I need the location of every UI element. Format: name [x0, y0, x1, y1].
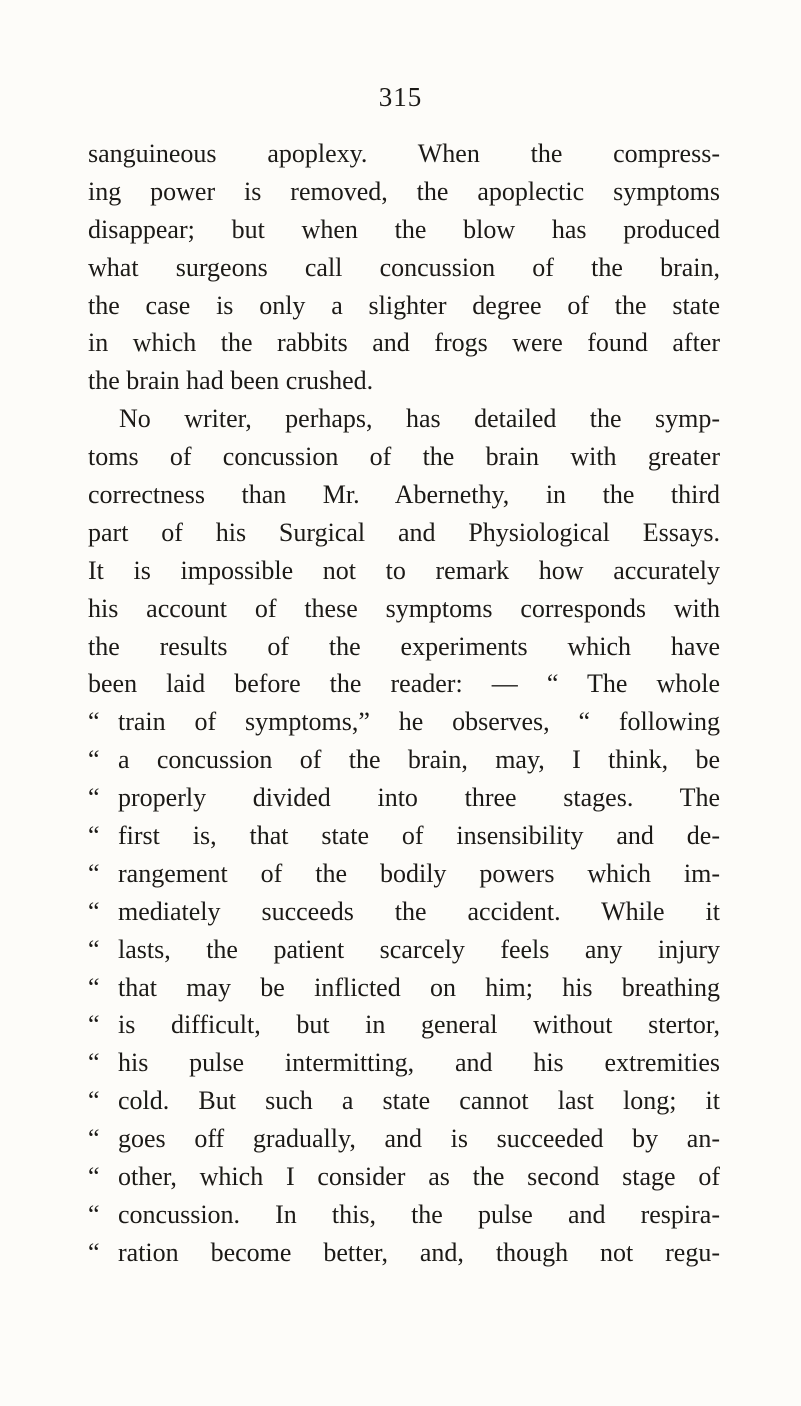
quote-mark: “ [88, 934, 100, 964]
quoted-line: “ rangement of the bodily powers which im- [88, 855, 720, 893]
text-line: ing power is removed, the apoplectic symptoms [88, 176, 720, 206]
text-line: in which the rabbits and frogs were found after [88, 328, 720, 358]
quote-mark: “ [88, 783, 100, 813]
page-number: 315 [378, 82, 423, 112]
quote-mark: “ [88, 1237, 100, 1267]
quoted-line: “ lasts, the patient scarcely feels any injury [88, 931, 720, 969]
quote-mark: “ [88, 1199, 100, 1229]
quote-mark: “ [88, 1048, 100, 1078]
text-line: the case is only a slighter degree of the state [88, 290, 720, 320]
quoted-line: “ a concussion of the brain, may, I think, be [88, 741, 720, 779]
quoted-line: “ is difficult, but in general without stertor, [88, 1006, 720, 1044]
quote-mark: “ [88, 896, 100, 926]
text-line: sanguineous apoplexy. When the compress- [88, 139, 720, 168]
quote-mark: “ [88, 1162, 100, 1192]
text-line: the brain had been crushed. [88, 366, 374, 396]
text-line: what surgeons call concussion of the brain, [88, 252, 720, 282]
quoted-line: “ concussion. In this, the pulse and respira- [88, 1196, 720, 1234]
quote-mark: “ [88, 821, 100, 851]
text-line: part of his Surgical and Physiological Essays. [88, 517, 720, 547]
quote-mark: “ [88, 1124, 100, 1154]
quoted-line: “ first is, that state of insensibility and de- [88, 817, 720, 855]
text-line: been laid before the reader: — “ The whole [88, 669, 720, 699]
quoted-line: “ mediately succeeds the accident. While it [88, 893, 720, 931]
text-line: correctness than Mr. Abernethy, in the third [88, 480, 720, 510]
text-line: It is impossible not to remark how accurately [88, 555, 720, 585]
quoted-line: “ his pulse intermitting, and his extremities [88, 1044, 720, 1082]
quote-mark: “ [88, 1086, 100, 1116]
quoted-line: “ ration become better, and, though not regu- [88, 1234, 720, 1272]
quoted-line: “ goes off gradually, and is succeeded by an- [88, 1120, 720, 1158]
body-text [88, 135, 720, 1272]
text-line: the results of the experiments which have [88, 631, 720, 661]
quoted-line: “ cold. But such a state cannot last long; it [88, 1082, 720, 1120]
quoted-line: “ that may be inflicted on him; his breathing [88, 969, 720, 1007]
text-line: his account of these symptoms corresponds with [88, 593, 720, 623]
quote-mark: “ [88, 745, 100, 775]
quoted-line: “ properly divided into three stages. The [88, 779, 720, 817]
quoted-line: “ train of symptoms,” he observes, “ following [88, 703, 720, 741]
text-line: No writer, perhaps, has detailed the symp- [119, 404, 720, 434]
text-line: toms of concussion of the brain with greater [88, 442, 720, 472]
quote-mark: “ [88, 972, 100, 1002]
quote-mark: “ [88, 707, 100, 737]
quote-mark: “ [88, 858, 100, 888]
quote-mark: “ [88, 1010, 100, 1040]
quoted-line: “ other, which I consider as the second stage of [88, 1158, 720, 1196]
text-line: disappear; but when the blow has produced [88, 214, 720, 244]
